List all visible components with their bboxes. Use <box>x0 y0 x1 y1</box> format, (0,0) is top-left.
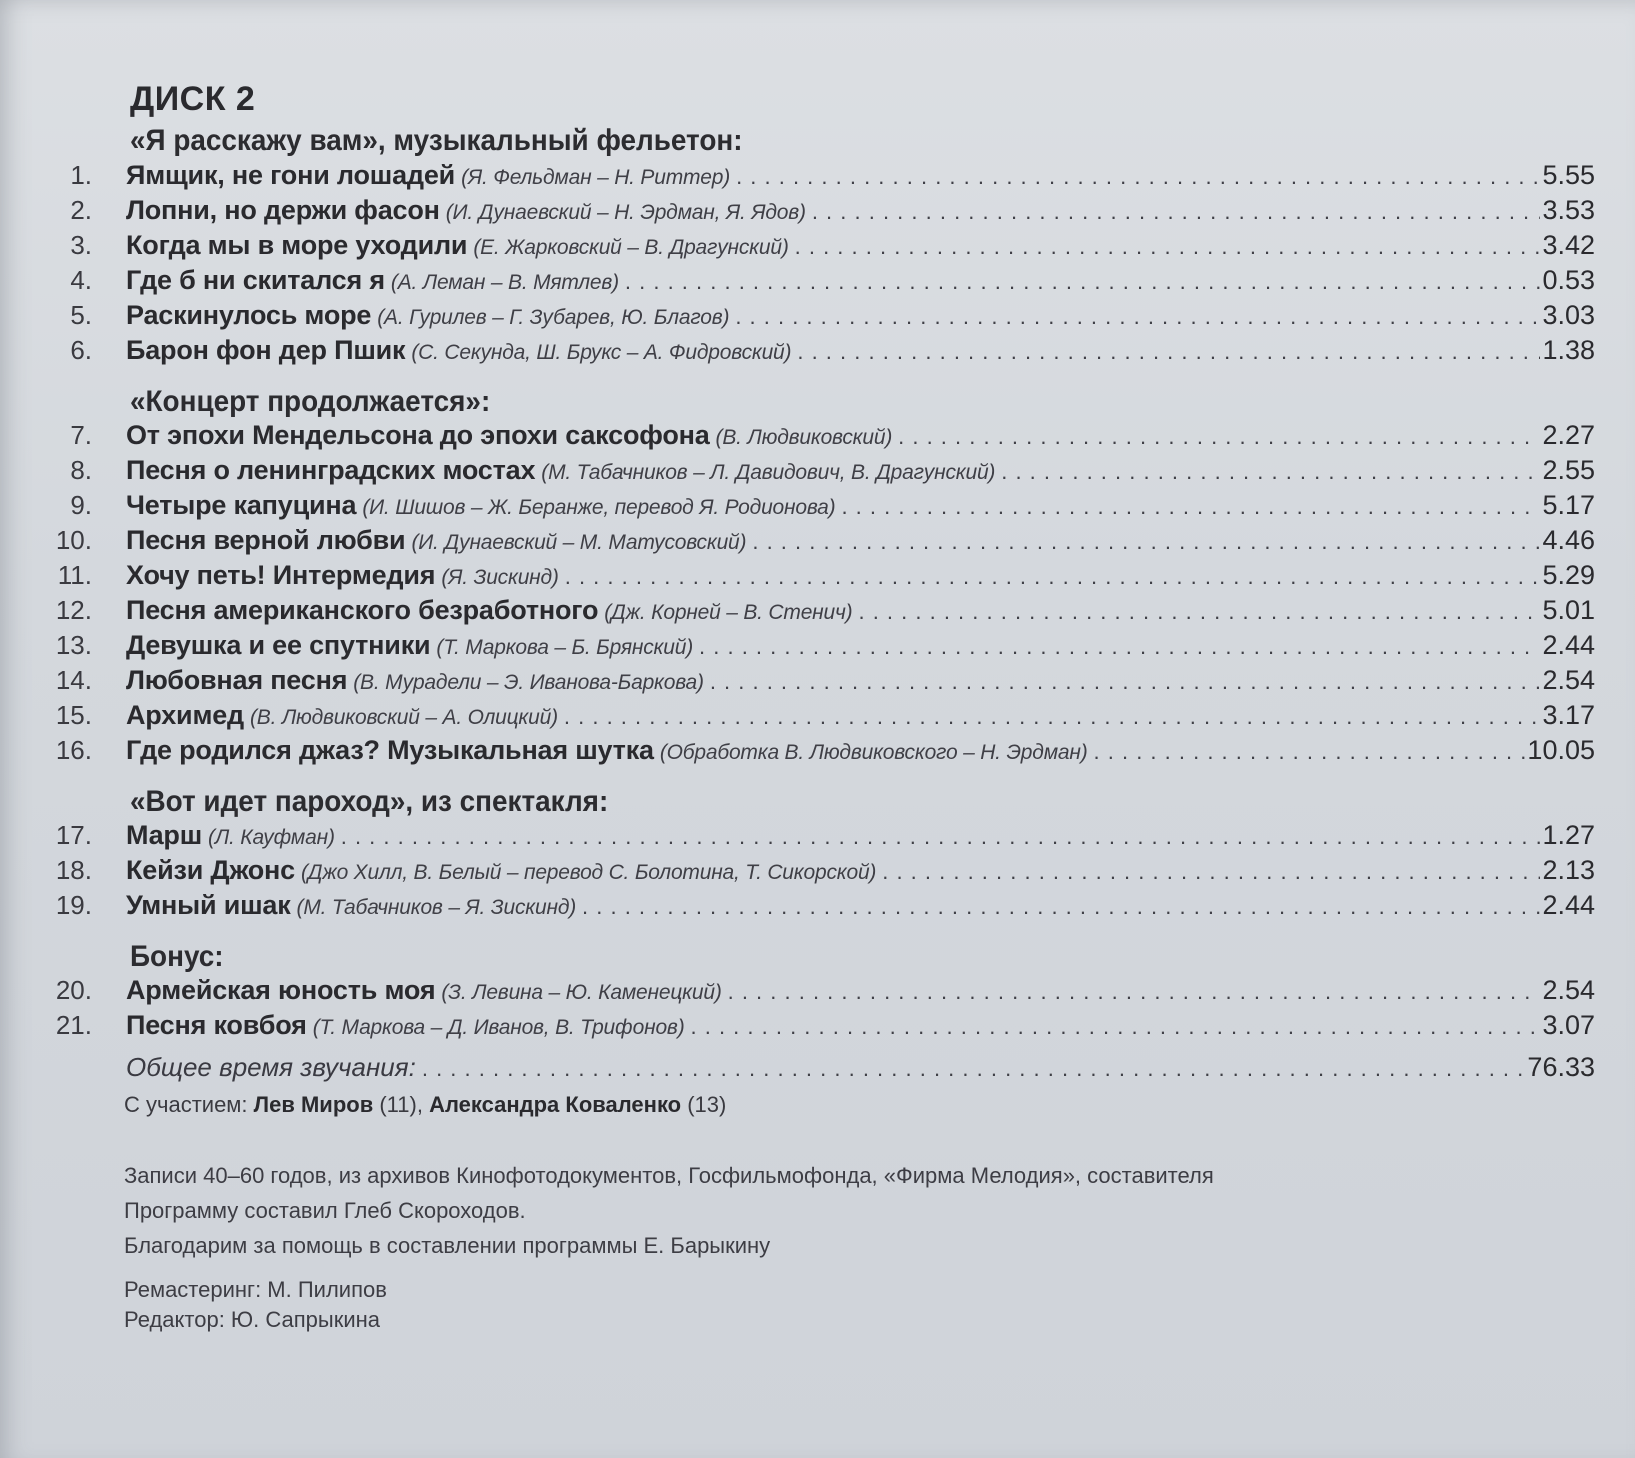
track-number: 13. <box>55 630 92 660</box>
dot-leader <box>422 1056 1526 1082</box>
track-title: Когда мы в море уходили <box>126 230 468 260</box>
track-title: Девушка и ее спутники <box>126 630 431 660</box>
dot-leader <box>699 634 1540 660</box>
total-time-label: Общее время звучания: <box>126 1052 416 1082</box>
track-title: Любовная песня <box>126 665 348 695</box>
note-program-compiler: Программу составил Глеб Скороходов. <box>124 1198 526 1223</box>
track-duration: 4.46 <box>1542 525 1595 555</box>
track-credit: (Е. Жарковский – В. Драгунский) <box>473 236 789 259</box>
track-credit: (Т. Маркова – Д. Иванов, В. Трифонов) <box>312 1016 685 1039</box>
section-heading-concert: «Концерт продолжается»: <box>130 385 491 418</box>
track-row <box>0 265 1595 299</box>
featured-artist: Лев Миров <box>253 1092 374 1117</box>
track-duration: 1.27 <box>1542 820 1595 850</box>
track-title: Песня американского безработного <box>126 595 599 625</box>
dot-leader <box>728 979 1541 1005</box>
track-credit: (Т. Маркова – Б. Брянский) <box>436 636 694 659</box>
dot-leader <box>565 564 1541 590</box>
track-number: 9. <box>70 490 92 520</box>
track-title: Барон фон дер Пшик <box>126 335 406 365</box>
track-row <box>0 975 1595 1009</box>
dot-leader <box>736 164 1540 190</box>
total-time-value: 76.33 <box>1527 1052 1595 1082</box>
dot-leader <box>710 669 1541 695</box>
track-duration: 0.53 <box>1542 265 1595 295</box>
track-row <box>0 560 1595 594</box>
track-row <box>0 420 1595 454</box>
track-row <box>0 160 1595 194</box>
track-credit: (Джо Хилл, В. Белый – перевод С. Болотина, Т. Сикорской) <box>300 861 877 884</box>
total-time-row <box>0 1052 1595 1086</box>
track-credit: (Обработка В. Людвиковского – Н. Эрдман) <box>659 741 1088 764</box>
note-editor: Редактор: Ю. Сапрыкина <box>124 1307 381 1332</box>
track-row <box>0 455 1595 489</box>
track-number: 10. <box>55 525 92 555</box>
track-duration: 3.42 <box>1542 230 1595 260</box>
track-duration: 3.07 <box>1542 1010 1595 1040</box>
dot-leader <box>625 269 1541 295</box>
track-number: 2. <box>70 195 92 225</box>
track-credit: (И. Дунаевский – Н. Эрдман, Я. Ядов) <box>445 201 806 224</box>
track-number: 5. <box>70 300 92 330</box>
track-row <box>0 665 1595 699</box>
track-number: 18. <box>55 855 92 885</box>
track-number: 14. <box>55 665 92 695</box>
track-credit: (С. Секунда, Ш. Брукс – А. Фидровский) <box>411 341 792 364</box>
track-duration: 2.13 <box>1542 855 1595 885</box>
dot-leader <box>898 424 1540 450</box>
track-title: Где б ни скитался я <box>126 265 385 295</box>
track-duration: 2.55 <box>1542 455 1595 485</box>
dot-leader <box>582 894 1540 920</box>
track-duration: 5.55 <box>1542 160 1595 190</box>
disc-title: ДИСК 2 <box>130 80 256 118</box>
track-title: Песня верной любви <box>126 525 406 555</box>
track-credit: (И. Дунаевский – М. Матусовский) <box>411 531 747 554</box>
dot-leader <box>812 199 1541 225</box>
track-credit: (И. Шишов – Ж. Беранже, перевод Я. Родионова) <box>362 496 836 519</box>
track-credit: (В. Людвиковский – А. Олицкий) <box>249 706 558 729</box>
track-number: 6. <box>70 335 92 365</box>
track-row <box>0 300 1595 334</box>
featuring-prefix: С участием: <box>124 1092 248 1117</box>
track-row <box>0 230 1595 264</box>
dot-leader <box>1094 739 1526 765</box>
track-number: 16. <box>55 735 92 765</box>
section-heading-steamboat: «Вот идет пароход», из спектакля: <box>130 785 609 818</box>
track-row <box>0 335 1595 369</box>
track-credit: (Я. Зискинд) <box>441 566 559 589</box>
track-credit: (Дж. Корней – В. Стенич) <box>604 601 853 624</box>
featuring-line <box>124 1092 726 1118</box>
track-duration: 10.05 <box>1527 735 1595 765</box>
track-row <box>0 195 1595 229</box>
featured-artist: Александра Коваленко <box>429 1092 682 1117</box>
track-credit: (В. Мурадели – Э. Иванова-Баркова) <box>353 671 704 694</box>
featured-artist-ref: (13) <box>687 1092 727 1117</box>
note-remastering: Ремастеринг: М. Пилипов <box>124 1277 387 1302</box>
track-number: 1. <box>70 160 92 190</box>
track-number: 3. <box>70 230 92 260</box>
track-credit: (А. Леман – В. Мятлев) <box>390 271 619 294</box>
track-duration: 1.38 <box>1542 335 1595 365</box>
track-title: Умный ишак <box>126 890 291 920</box>
track-duration: 2.54 <box>1542 975 1595 1005</box>
track-title: От эпохи Мендельсона до эпохи саксофона <box>126 420 710 450</box>
track-title: Песня ковбоя <box>126 1010 307 1040</box>
dot-leader <box>735 304 1540 330</box>
note-recordings-source: Записи 40–60 годов, из архивов Кинофотодокументов, Госфильмофонда, «Фирма Мелодия», составителя <box>124 1163 1214 1188</box>
track-title: Ямщик, не гони лошадей <box>126 160 456 190</box>
track-title: Раскинулось море <box>126 300 372 330</box>
track-duration: 3.03 <box>1542 300 1595 330</box>
track-number: 21. <box>55 1010 92 1040</box>
track-row <box>0 890 1595 924</box>
track-number: 4. <box>70 265 92 295</box>
track-row <box>0 820 1595 854</box>
track-title: Архимед <box>126 700 244 730</box>
featured-artist-ref: (11), <box>379 1092 423 1117</box>
track-credit: (Л. Кауфман) <box>208 826 335 849</box>
track-number: 19. <box>55 890 92 920</box>
track-title: Четыре капуцина <box>126 490 357 520</box>
track-title: Песня о ленинградских мостах <box>126 455 536 485</box>
track-number: 11. <box>57 560 92 590</box>
track-row <box>0 630 1595 664</box>
track-duration: 5.29 <box>1542 560 1595 590</box>
track-row <box>0 490 1595 524</box>
track-number: 7. <box>70 420 92 450</box>
track-title: Марш <box>126 820 203 850</box>
track-number: 15. <box>55 700 92 730</box>
track-duration: 3.17 <box>1542 700 1595 730</box>
dot-leader <box>795 234 1541 260</box>
track-row <box>0 525 1595 559</box>
track-title: Где родился джаз? Музыкальная шутка <box>126 735 654 765</box>
track-title: Лопни, но держи фасон <box>126 195 440 225</box>
note-acknowledgement: Благодарим за помощь в составлении программы Е. Барыкину <box>124 1233 771 1258</box>
track-number: 8. <box>70 455 92 485</box>
track-number: 20. <box>55 975 92 1005</box>
track-title: Кейзи Джонс <box>126 855 295 885</box>
section-heading-bonus: Бонус: <box>130 940 224 973</box>
track-row <box>0 595 1595 629</box>
dot-leader <box>564 704 1541 730</box>
track-row <box>0 855 1595 889</box>
track-duration: 2.44 <box>1542 630 1595 660</box>
dot-leader <box>1001 459 1540 485</box>
track-duration: 5.01 <box>1542 595 1595 625</box>
track-number: 17. <box>55 820 92 850</box>
track-credit: (М. Табачников – Я. Зискинд) <box>296 896 577 919</box>
dot-leader <box>341 824 1541 850</box>
track-title: Хочу петь! Интермедия <box>126 560 436 590</box>
track-duration: 2.44 <box>1542 890 1595 920</box>
dot-leader <box>691 1014 1541 1040</box>
track-duration: 5.17 <box>1542 490 1595 520</box>
track-row <box>0 1010 1595 1044</box>
track-duration: 3.53 <box>1542 195 1595 225</box>
track-credit: (А. Гурилев – Г. Зубарев, Ю. Благов) <box>377 306 730 329</box>
track-row <box>0 700 1595 734</box>
track-row <box>0 735 1595 769</box>
dot-leader <box>858 599 1540 625</box>
track-credit: (З. Левина – Ю. Каменецкий) <box>441 981 722 1004</box>
dot-leader <box>841 494 1540 520</box>
dot-leader <box>797 339 1540 365</box>
track-credit: (В. Людвиковский) <box>715 426 893 449</box>
track-credit: (Я. Фельдман – Н. Риттер) <box>461 166 731 189</box>
section-heading-feuilleton: «Я расскажу вам», музыкальный фельетон: <box>130 124 743 157</box>
track-number: 12. <box>55 595 92 625</box>
track-duration: 2.54 <box>1542 665 1595 695</box>
track-duration: 2.27 <box>1542 420 1595 450</box>
dot-leader <box>752 529 1540 555</box>
track-credit: (М. Табачников – Л. Давидович, В. Драгунский) <box>541 461 996 484</box>
dot-leader <box>882 859 1540 885</box>
track-title: Армейская юность моя <box>126 975 436 1005</box>
